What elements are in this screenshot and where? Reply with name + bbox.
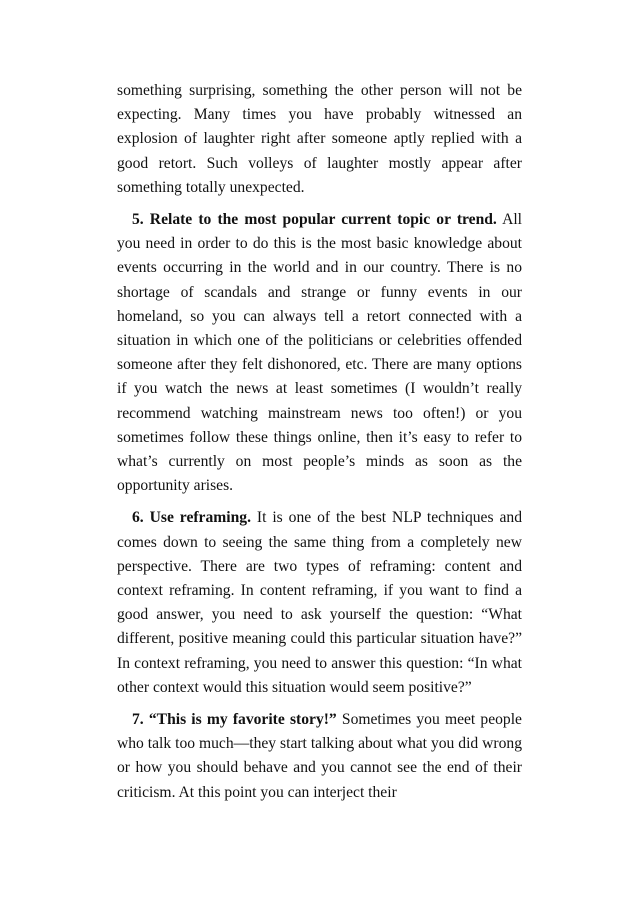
paragraph-tip-6 <box>117 506 522 700</box>
document-page <box>117 79 522 813</box>
paragraph-text: All you need in order to do this is the most basic knowledge about events occurring in the world and in our country. There is no shortage of scandals and strange or funny events in our homeland, so you can always tell a retort connected with a situation in which one of the politicians or celebrities offended someone after they felt dishonored, etc. There are many options if you watch the news at least sometimes (I wouldn’t really recommend watching mainstream news too often!) or you sometimes follow these things online, then it’s easy to refer to what’s currently on most people’s minds as soon as the opportunity arises. <box>117 211 523 495</box>
paragraph-text: It is one of the best NLP techniques and comes down to seeing the same thing from a completely new perspective. There are two types of reframing: content and context reframing. In content reframing, if you want to find a good answer, you need to ask yourself the question: “What different, positive meaning could this particular situation have?” In context reframing, you need to answer this question: “In what other context would this situation would seem positive?” <box>117 509 522 696</box>
paragraph-text: Sometimes you meet people who talk too much—they start talking about what you did wrong or how you should behave and you cannot see the end of their criticism. At this point you can interject their <box>117 711 522 801</box>
paragraph-text: something surprising, something the other person will not be expecting. Many times you have probably witnessed an explosion of laughter right after someone aptly replied with a good retort. Such volleys of laughter mostly appear after something totally unexpected. <box>117 82 522 196</box>
tip-heading: 6. Use reframing. <box>132 509 251 527</box>
paragraph-tip-5 <box>117 208 522 498</box>
paragraph-continuation <box>117 79 522 200</box>
tip-heading: 7. “This is my favorite story!” <box>132 711 337 729</box>
tip-heading: 5. Relate to the most popular current topic or trend. <box>132 211 497 229</box>
paragraph-tip-7 <box>117 708 522 805</box>
